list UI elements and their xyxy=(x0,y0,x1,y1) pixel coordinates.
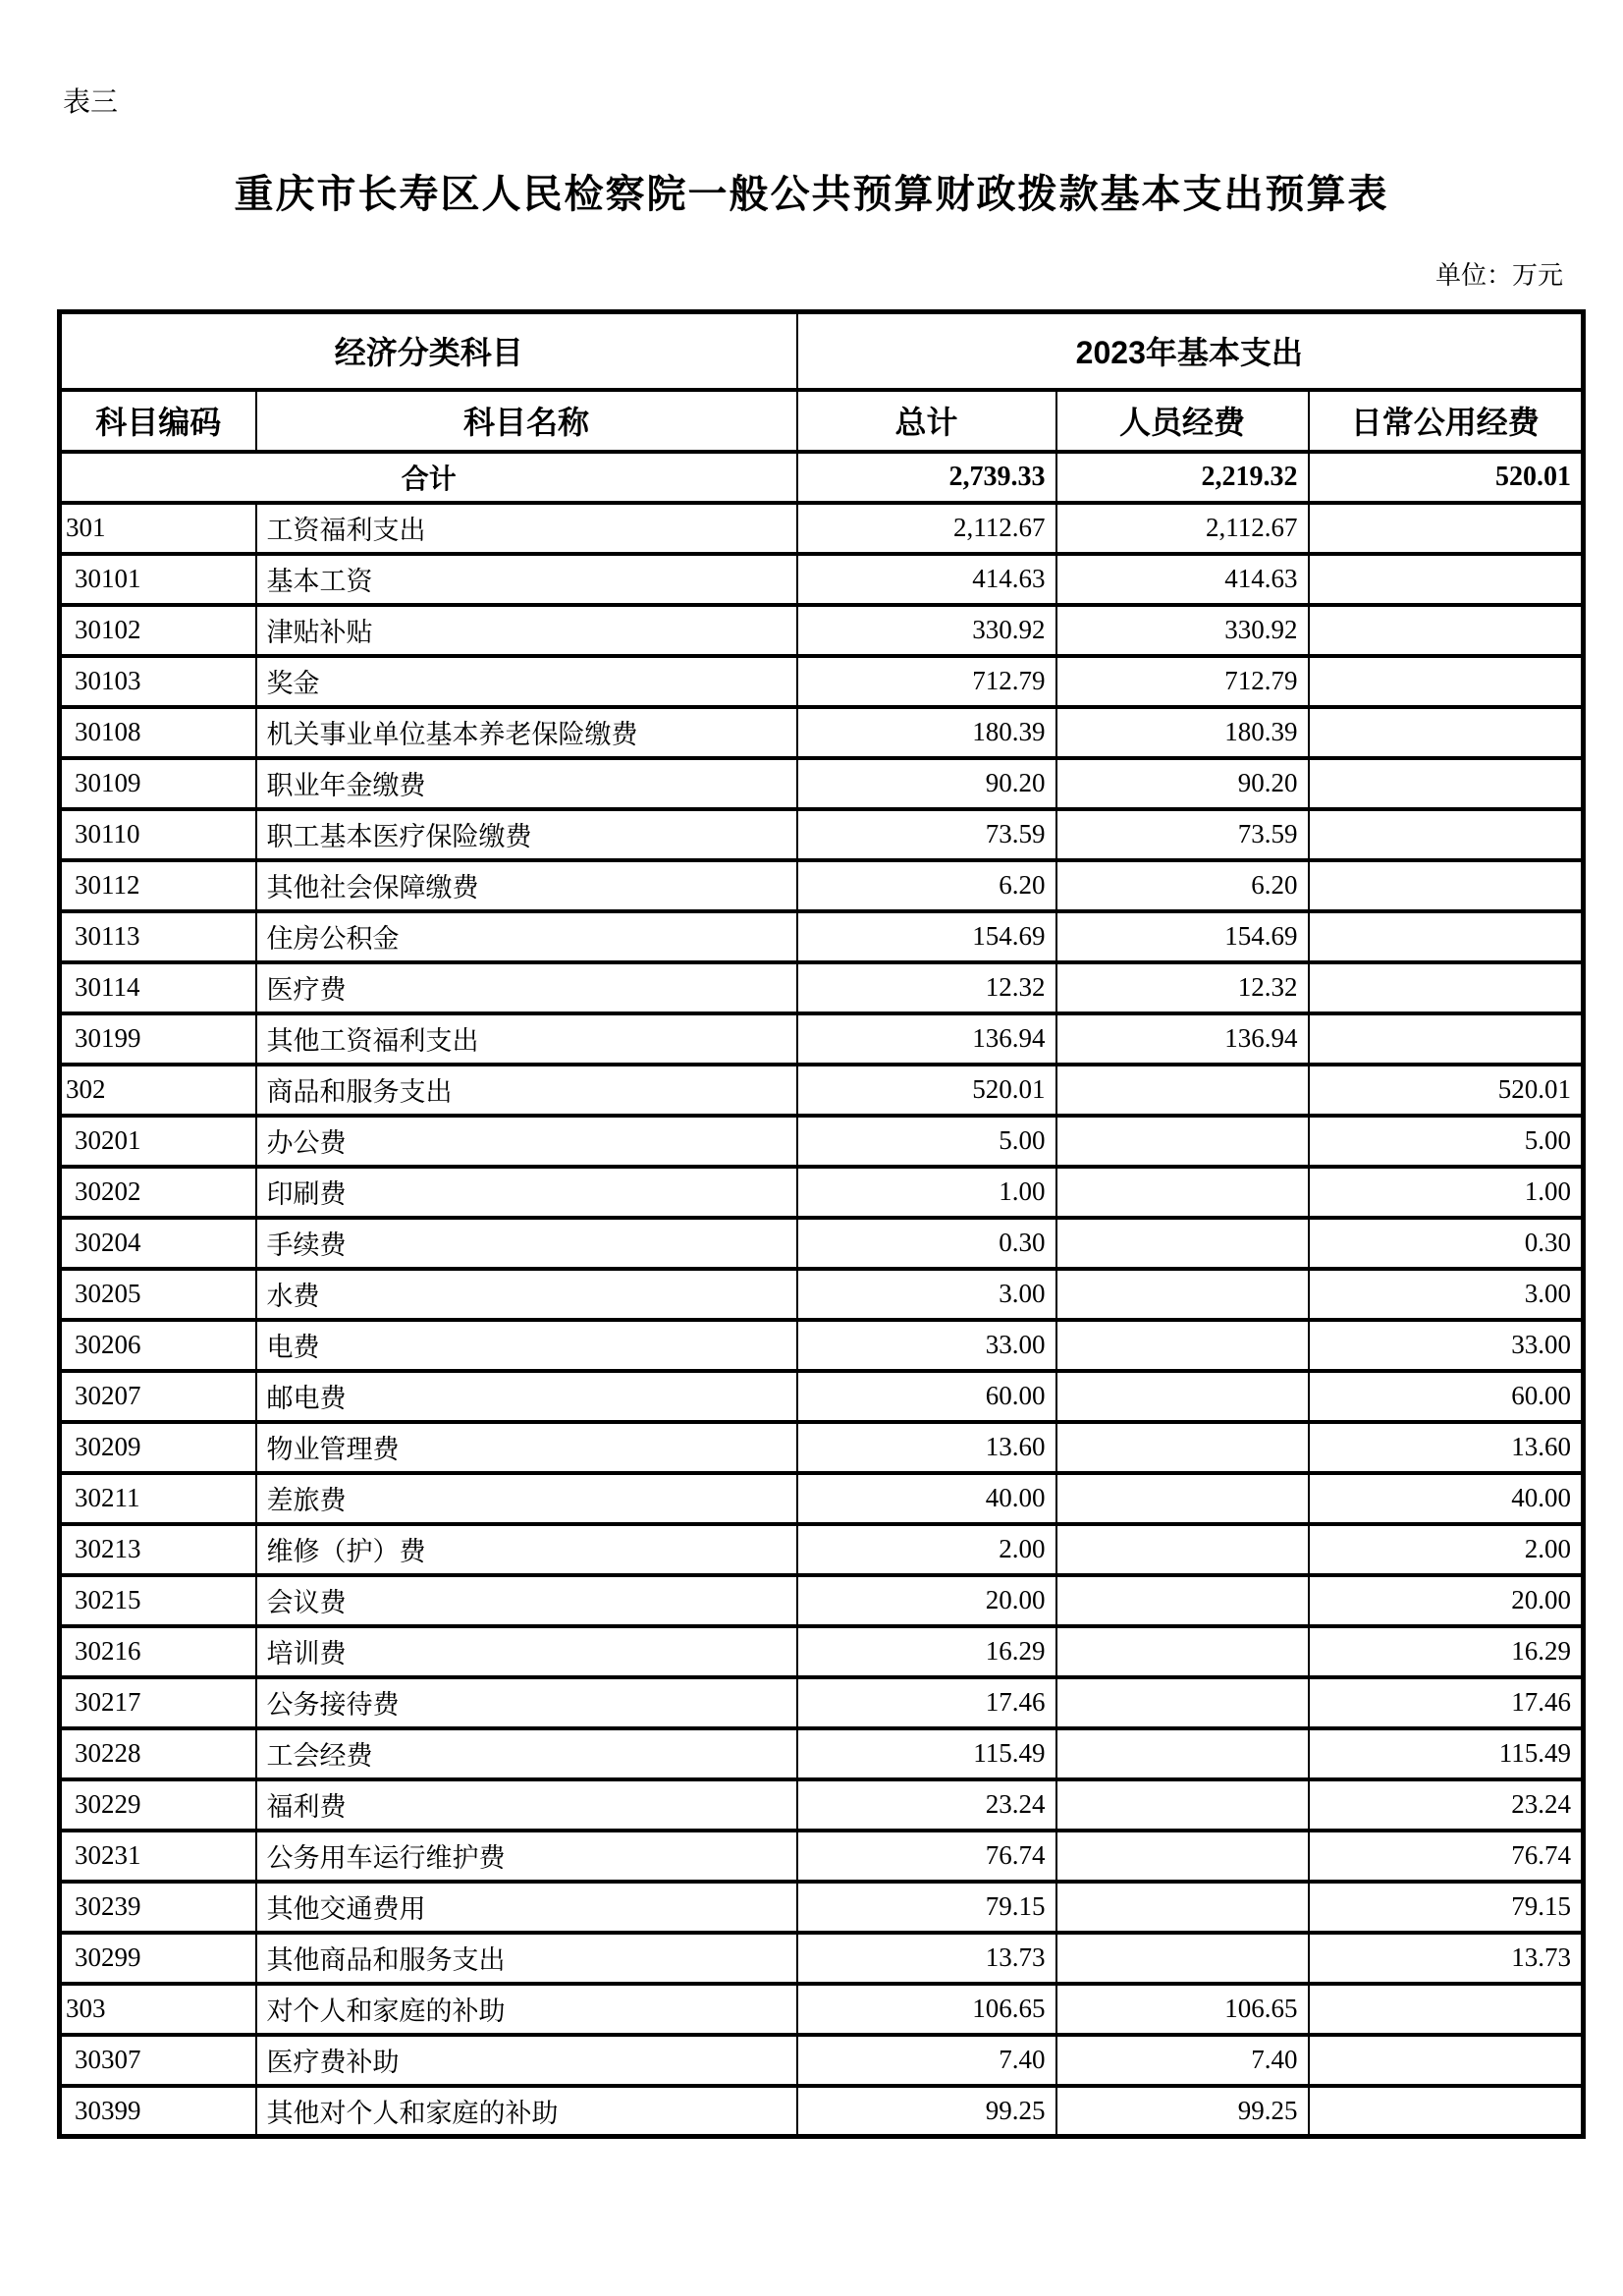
personnel-value-cell: 12.32 xyxy=(1056,962,1309,1013)
subject-code-cell: 30114 xyxy=(60,962,256,1013)
subject-name-cell: 其他交通费用 xyxy=(256,1882,797,1933)
table-row xyxy=(60,1013,1584,1065)
total-value-cell: 23.24 xyxy=(797,1779,1056,1831)
col-header-total: 总计 xyxy=(797,390,1056,452)
daily-value-cell: 20.00 xyxy=(1309,1575,1584,1626)
daily-value-cell: 1.00 xyxy=(1309,1167,1584,1218)
total-value-cell: 106.65 xyxy=(797,1984,1056,2035)
personnel-value-cell: 6.20 xyxy=(1056,860,1309,911)
total-value-cell: 16.29 xyxy=(797,1626,1056,1677)
personnel-value-cell xyxy=(1056,1116,1309,1167)
personnel-value-cell: 154.69 xyxy=(1056,911,1309,962)
personnel-value-cell: 136.94 xyxy=(1056,1013,1309,1065)
daily-value-cell xyxy=(1309,809,1584,860)
subject-code-cell: 30206 xyxy=(60,1320,256,1371)
total-value-cell: 7.40 xyxy=(797,2035,1056,2086)
daily-value-cell xyxy=(1309,605,1584,656)
total-value-cell: 60.00 xyxy=(797,1371,1056,1422)
subject-code-cell: 30307 xyxy=(60,2035,256,2086)
total-value-cell: 99.25 xyxy=(797,2086,1056,2137)
subject-code-cell: 30215 xyxy=(60,1575,256,1626)
table-row xyxy=(60,1371,1584,1422)
personnel-value-cell: 90.20 xyxy=(1056,758,1309,809)
subject-name-cell: 商品和服务支出 xyxy=(256,1065,797,1116)
personnel-value-cell: 99.25 xyxy=(1056,2086,1309,2137)
table-row xyxy=(60,758,1584,809)
subject-name-cell: 奖金 xyxy=(256,656,797,707)
total-value-cell: 136.94 xyxy=(797,1013,1056,1065)
subject-name-cell: 公务用车运行维护费 xyxy=(256,1831,797,1882)
total-value-cell: 79.15 xyxy=(797,1882,1056,1933)
sheet-label: 表三 xyxy=(63,87,119,118)
personnel-value-cell: 330.92 xyxy=(1056,605,1309,656)
header-columns-row xyxy=(60,390,1584,452)
personnel-value-cell: 2,112.67 xyxy=(1056,503,1309,554)
daily-value-cell: 76.74 xyxy=(1309,1831,1584,1882)
table-row xyxy=(60,707,1584,758)
subject-code-cell: 30204 xyxy=(60,1218,256,1269)
header-group-economic-classification: 经济分类科目 xyxy=(60,312,797,390)
subject-name-cell: 基本工资 xyxy=(256,554,797,605)
daily-value-cell: 3.00 xyxy=(1309,1269,1584,1320)
total-value-cell: 40.00 xyxy=(797,1473,1056,1524)
table-row xyxy=(60,1524,1584,1575)
subject-code-cell: 30110 xyxy=(60,809,256,860)
personnel-value-cell xyxy=(1056,1473,1309,1524)
total-value-cell: 6.20 xyxy=(797,860,1056,911)
daily-value-cell xyxy=(1309,1984,1584,2035)
subject-name-cell: 工资福利支出 xyxy=(256,503,797,554)
table-row xyxy=(60,1933,1584,1984)
subject-code-cell: 30199 xyxy=(60,1013,256,1065)
subject-name-cell: 职业年金缴费 xyxy=(256,758,797,809)
table-row xyxy=(60,1269,1584,1320)
table-row xyxy=(60,911,1584,962)
daily-value-cell xyxy=(1309,758,1584,809)
subject-name-cell: 其他对个人和家庭的补助 xyxy=(256,2086,797,2137)
total-value-cell: 1.00 xyxy=(797,1167,1056,1218)
daily-value-cell: 115.49 xyxy=(1309,1728,1584,1779)
table-row-section xyxy=(60,1065,1584,1116)
daily-value-cell: 33.00 xyxy=(1309,1320,1584,1371)
grand-total-row xyxy=(60,452,1584,503)
subject-code-cell: 30103 xyxy=(60,656,256,707)
subject-code-cell: 30211 xyxy=(60,1473,256,1524)
personnel-value-cell xyxy=(1056,1882,1309,1933)
personnel-value-cell xyxy=(1056,1167,1309,1218)
subject-name-cell: 其他商品和服务支出 xyxy=(256,1933,797,1984)
personnel-value-cell: 73.59 xyxy=(1056,809,1309,860)
table-row xyxy=(60,1473,1584,1524)
subject-name-cell: 物业管理费 xyxy=(256,1422,797,1473)
total-value-cell: 520.01 xyxy=(797,1065,1056,1116)
subject-code-cell: 30299 xyxy=(60,1933,256,1984)
personnel-value-cell xyxy=(1056,1371,1309,1422)
table-row xyxy=(60,2086,1584,2137)
subject-name-cell: 邮电费 xyxy=(256,1371,797,1422)
subject-code-cell: 30205 xyxy=(60,1269,256,1320)
unit-note: 单位：万元 xyxy=(1434,261,1563,290)
personnel-value-cell xyxy=(1056,1728,1309,1779)
table-row xyxy=(60,860,1584,911)
daily-value-cell xyxy=(1309,656,1584,707)
personnel-value-cell: 712.79 xyxy=(1056,656,1309,707)
table-row xyxy=(60,605,1584,656)
personnel-value-cell xyxy=(1056,1779,1309,1831)
col-header-daily-public-expense: 日常公用经费 xyxy=(1309,390,1584,452)
personnel-value-cell xyxy=(1056,1677,1309,1728)
table-row xyxy=(60,1677,1584,1728)
total-value-cell: 3.00 xyxy=(797,1269,1056,1320)
subject-name-cell: 其他工资福利支出 xyxy=(256,1013,797,1065)
subject-name-cell: 机关事业单位基本养老保险缴费 xyxy=(256,707,797,758)
personnel-value-cell: 180.39 xyxy=(1056,707,1309,758)
subject-code-cell: 30202 xyxy=(60,1167,256,1218)
table-row xyxy=(60,1575,1584,1626)
personnel-value-cell xyxy=(1056,1218,1309,1269)
subject-name-cell: 医疗费 xyxy=(256,962,797,1013)
total-value-cell: 13.60 xyxy=(797,1422,1056,1473)
daily-value-cell: 5.00 xyxy=(1309,1116,1584,1167)
total-value-cell: 20.00 xyxy=(797,1575,1056,1626)
subject-name-cell: 培训费 xyxy=(256,1626,797,1677)
subject-name-cell: 对个人和家庭的补助 xyxy=(256,1984,797,2035)
table-body xyxy=(60,452,1584,2137)
header-group-row xyxy=(60,312,1584,390)
subject-code-cell: 30207 xyxy=(60,1371,256,1422)
personnel-value-cell xyxy=(1056,1626,1309,1677)
table-header xyxy=(60,312,1584,452)
daily-value-cell: 13.73 xyxy=(1309,1933,1584,1984)
subject-code-cell: 30216 xyxy=(60,1626,256,1677)
table-row xyxy=(60,554,1584,605)
daily-value-cell: 2.00 xyxy=(1309,1524,1584,1575)
table-row xyxy=(60,1626,1584,1677)
daily-value-cell: 16.29 xyxy=(1309,1626,1584,1677)
budget-table xyxy=(57,309,1586,2139)
personnel-value-cell xyxy=(1056,1320,1309,1371)
table-row xyxy=(60,1116,1584,1167)
total-value-cell: 13.73 xyxy=(797,1933,1056,1984)
total-value-cell: 12.32 xyxy=(797,962,1056,1013)
table-row xyxy=(60,1167,1584,1218)
table-row xyxy=(60,1728,1584,1779)
subject-name-cell: 会议费 xyxy=(256,1575,797,1626)
daily-value-cell: 13.60 xyxy=(1309,1422,1584,1473)
daily-value-cell: 17.46 xyxy=(1309,1677,1584,1728)
page-title: 重庆市长寿区人民检察院一般公共预算财政拨款基本支出预算表 xyxy=(234,172,1389,216)
subject-code-cell: 302 xyxy=(60,1065,256,1116)
daily-value-cell xyxy=(1309,503,1584,554)
table-row-section xyxy=(60,503,1584,554)
personnel-value-cell xyxy=(1056,1575,1309,1626)
table-row xyxy=(60,1218,1584,1269)
subject-name-cell: 津贴补贴 xyxy=(256,605,797,656)
daily-value-cell xyxy=(1309,962,1584,1013)
subject-code-cell: 30229 xyxy=(60,1779,256,1831)
subject-name-cell: 福利费 xyxy=(256,1779,797,1831)
subject-code-cell: 30399 xyxy=(60,2086,256,2137)
personnel-value-cell xyxy=(1056,1269,1309,1320)
subject-code-cell: 30109 xyxy=(60,758,256,809)
total-value-cell: 2.00 xyxy=(797,1524,1056,1575)
table-row xyxy=(60,1831,1584,1882)
personnel-value-cell: 7.40 xyxy=(1056,2035,1309,2086)
table-row xyxy=(60,1320,1584,1371)
total-value-cell: 2,112.67 xyxy=(797,503,1056,554)
subject-name-cell: 医疗费补助 xyxy=(256,2035,797,2086)
daily-value-cell xyxy=(1309,911,1584,962)
personnel-value-cell xyxy=(1056,1065,1309,1116)
daily-value-cell xyxy=(1309,2086,1584,2137)
subject-code-cell: 30102 xyxy=(60,605,256,656)
daily-value-cell xyxy=(1309,860,1584,911)
subject-code-cell: 30113 xyxy=(60,911,256,962)
total-value-cell: 76.74 xyxy=(797,1831,1056,1882)
subject-code-cell: 30217 xyxy=(60,1677,256,1728)
total-value-cell: 0.30 xyxy=(797,1218,1056,1269)
grand-total-label: 合计 xyxy=(60,452,797,503)
table-row xyxy=(60,656,1584,707)
total-value-cell: 90.20 xyxy=(797,758,1056,809)
daily-value-cell: 60.00 xyxy=(1309,1371,1584,1422)
subject-name-cell: 工会经费 xyxy=(256,1728,797,1779)
daily-value-cell: 0.30 xyxy=(1309,1218,1584,1269)
personnel-value-cell xyxy=(1056,1422,1309,1473)
subject-name-cell: 电费 xyxy=(256,1320,797,1371)
subject-name-cell: 公务接待费 xyxy=(256,1677,797,1728)
daily-value-cell xyxy=(1309,554,1584,605)
daily-value-cell: 79.15 xyxy=(1309,1882,1584,1933)
col-header-personnel-expense: 人员经费 xyxy=(1056,390,1309,452)
subject-name-cell: 办公费 xyxy=(256,1116,797,1167)
subject-code-cell: 303 xyxy=(60,1984,256,2035)
daily-value-cell: 40.00 xyxy=(1309,1473,1584,1524)
subject-code-cell: 30201 xyxy=(60,1116,256,1167)
daily-value-cell: 520.01 xyxy=(1309,1065,1584,1116)
subject-name-cell: 其他社会保障缴费 xyxy=(256,860,797,911)
total-value-cell: 154.69 xyxy=(797,911,1056,962)
subject-name-cell: 印刷费 xyxy=(256,1167,797,1218)
subject-code-cell: 30101 xyxy=(60,554,256,605)
subject-name-cell: 手续费 xyxy=(256,1218,797,1269)
total-value-cell: 73.59 xyxy=(797,809,1056,860)
col-header-subject-code: 科目编码 xyxy=(60,390,256,452)
daily-value-cell: 23.24 xyxy=(1309,1779,1584,1831)
total-value-cell: 180.39 xyxy=(797,707,1056,758)
subject-code-cell: 301 xyxy=(60,503,256,554)
grand-total-personnel-value: 2,219.32 xyxy=(1056,452,1309,503)
table-row xyxy=(60,1882,1584,1933)
grand-total-daily-value: 520.01 xyxy=(1309,452,1584,503)
table-row xyxy=(60,1779,1584,1831)
grand-total-total-value: 2,739.33 xyxy=(797,452,1056,503)
daily-value-cell xyxy=(1309,707,1584,758)
personnel-value-cell xyxy=(1056,1524,1309,1575)
personnel-value-cell: 106.65 xyxy=(1056,1984,1309,2035)
subject-code-cell: 30239 xyxy=(60,1882,256,1933)
subject-name-cell: 维修（护）费 xyxy=(256,1524,797,1575)
subject-code-cell: 30228 xyxy=(60,1728,256,1779)
subject-name-cell: 差旅费 xyxy=(256,1473,797,1524)
total-value-cell: 414.63 xyxy=(797,554,1056,605)
personnel-value-cell: 414.63 xyxy=(1056,554,1309,605)
table-row xyxy=(60,809,1584,860)
header-group-2023-basic-expenditure: 2023年基本支出 xyxy=(797,312,1584,390)
total-value-cell: 712.79 xyxy=(797,656,1056,707)
subject-name-cell: 职工基本医疗保险缴费 xyxy=(256,809,797,860)
total-value-cell: 33.00 xyxy=(797,1320,1056,1371)
subject-code-cell: 30112 xyxy=(60,860,256,911)
col-header-subject-name: 科目名称 xyxy=(256,390,797,452)
daily-value-cell xyxy=(1309,2035,1584,2086)
total-value-cell: 17.46 xyxy=(797,1677,1056,1728)
total-value-cell: 5.00 xyxy=(797,1116,1056,1167)
table-row xyxy=(60,2035,1584,2086)
subject-code-cell: 30209 xyxy=(60,1422,256,1473)
subject-name-cell: 水费 xyxy=(256,1269,797,1320)
table-row-section xyxy=(60,1984,1584,2035)
subject-code-cell: 30213 xyxy=(60,1524,256,1575)
personnel-value-cell xyxy=(1056,1933,1309,1984)
total-value-cell: 115.49 xyxy=(797,1728,1056,1779)
table-row xyxy=(60,1422,1584,1473)
subject-name-cell: 住房公积金 xyxy=(256,911,797,962)
table-row xyxy=(60,962,1584,1013)
daily-value-cell xyxy=(1309,1013,1584,1065)
subject-code-cell: 30108 xyxy=(60,707,256,758)
personnel-value-cell xyxy=(1056,1831,1309,1882)
total-value-cell: 330.92 xyxy=(797,605,1056,656)
subject-code-cell: 30231 xyxy=(60,1831,256,1882)
